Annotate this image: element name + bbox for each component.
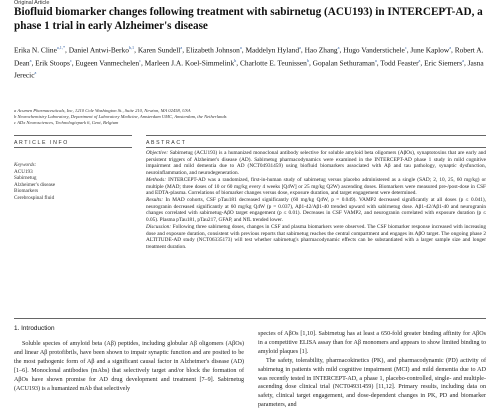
introduction-paragraph: Soluble species of amyloid beta (Aβ) peptides, including globular Aβ oligomers (AβOs) and linear Aβ protofibrils, have been shown to impair synaptic function and are posited to be the most pathogenic form of Aβ and a significant causal factor in Alzheimer's disease (AD) [1–6]. Monoclonal antibodies (mAbs) that selectively target and/or block the formation of AβOs have shown promise for AD drug development and treatment [7–9]. Sabirnetug (ACU193) is a humanized mAb that selectively [14, 341, 244, 392]
article-info-heading: ARTICLE INFO [14, 140, 69, 146]
keywords-heading: Keywords: [14, 162, 37, 168]
author-name: Eugeen Vanmechelen [75, 58, 140, 68]
author-name: Erik Stoops [35, 58, 70, 68]
author-name: June Kaplow [410, 45, 450, 55]
affiliation: b Neurochemistry Laboratory, Department of Laboratory Medicine, Amsterdam UMC, Amsterdam, the Netherlands [14, 113, 227, 119]
keyword: Biomarkers [14, 188, 39, 195]
abstract-heading: ABSTRACT [146, 140, 187, 146]
author-name: Marleen J.A. Koel-Simmelink [144, 58, 235, 68]
author-affiliation-mark: b,1 [128, 45, 135, 50]
introduction-heading: 1. Introduction [14, 325, 55, 332]
author-name: Jasna Jerecic [14, 58, 484, 80]
keywords-list [14, 169, 55, 201]
abstract-objective [146, 150, 486, 177]
author-affiliation-mark: a [418, 57, 421, 63]
abstract-discussion-text: Following three sabirnetug doses, changes in CSF and plasma biomarkers were observed. The CSF biomarker response increased with increasing dose and exposure duration, consistent with previous reports that sabirnetug reaches the central compartment and engages its AβO target. The ongoing phase 2 ALTITUDE-AD study (NCT06335173) will test whether sabirnetug's pharmacodynamic effects can be substantiated with a larger sample size and longer treatment duration. [146, 223, 487, 251]
author-affiliation-mark: a [34, 70, 37, 76]
abstract-methods-label: Methods: [146, 176, 167, 183]
author-affiliation-mark: c [139, 57, 141, 63]
article-title: Biofluid biomarker changes following treatment with sabirnetug (ACU193) in INTERCEPT-AD, a phase 1 trial in early Alzheimer's disease [14, 6, 483, 32]
author-affiliation-mark: a [299, 45, 301, 50]
abstract-results [146, 197, 486, 224]
abstract-methods [146, 177, 486, 197]
author-affiliation-mark: c [69, 57, 72, 63]
author-affiliation-mark: a [449, 45, 452, 50]
author-affiliation-mark: c [404, 45, 407, 50]
affiliation-list [14, 108, 484, 125]
introduction-paragraph: The safety, tolerability, pharmacokinetics (PK), and pharmacodynamic (PD) activity of sabirnetug in patients with mild cognitive impairment (MCI) and mild dementia due to AD was recently tested in INTERCEPT-AD, a phase 1, placebo-controlled, single- and multiple-ascending dose clinical trial (NCT04931459) [11,12]. Primary results, including data on safety, clinical target engagement, and dose-dependent changes in PK, PD and biomarker parameters, and [258, 357, 486, 409]
author-affiliation-mark: b [306, 57, 309, 63]
author-affiliation-mark: a [374, 57, 377, 63]
abstract-discussion-label: Discussion: [146, 223, 172, 230]
abstract-objective-label: Objective: [146, 150, 169, 156]
divider [14, 318, 486, 319]
author-affiliation-mark: a,1,* [56, 45, 66, 50]
keyword: Sabirnetug [14, 175, 37, 182]
author-list: Erika N. Cline$^{a,1,*}$, Daniel Antwi-Berko$^{b,1}$, Karen Sundell$^a$, Elizabeth Johnson$^a$, Maddelyn Hyland$^a$, Hao Zhang$^a$, Hugo Vanderstichele$^c$, June Kaplow$^a$, Robert A. Dean$^a$, Erik Stoops$^c$, Eugeen Vanmechelen$^c$, Marleen J.A. Koel-Simmelink$^b$, Charlotte E. Teunissen$^b$, Gopalan Sethuraman$^a$, Todd Feaster$^a$, Eric Siemers$^a$, Jasna Jerecic$^a$ [14, 45, 484, 80]
author-name: Hao Zhang [304, 45, 338, 55]
keyword: Alzheimer's disease [14, 181, 56, 188]
abstract-results-label: Results: [146, 197, 164, 204]
author-name: Erika N. Cline [14, 45, 57, 55]
divider [14, 147, 132, 148]
author-name: Charlotte E. Teunissen [239, 58, 307, 68]
author-name: Hugo Vanderstichele [343, 45, 405, 55]
affiliation: a Acumen Pharmaceuticals, Inc, 1210 Cole Washington St., Suite 210, Newton, MA 02458, USA [14, 108, 191, 113]
author-name: Daniel Antwi-Berko [68, 45, 129, 55]
author-name: Todd Feaster [380, 58, 419, 68]
keyword: Cerebrospinal fluid [14, 194, 55, 201]
introduction-left-column [14, 340, 244, 393]
author-name: Gopalan Sethuraman [312, 58, 375, 68]
author-affiliation-mark: b [234, 57, 237, 63]
author-name: Eric Siemers [424, 58, 463, 68]
abstract-results-text: In MAD cohorts, CSF pTau181 decreased significantly (60 mg/kg Q4W, p = 0.049). VAMP2 decreased significantly at all doses (p ≤ 0.041), neurogranin decreased significantly at 60 mg/kg Q4W (p = 0.037), Aβ1-42/Aβ1-40 trended upward with sabirnetug dose. Aβ1-42/Aβ1-40 and neurogranin changes correlated with sabirnetug-AβO target engagement (p ≤ 0.01). Decreases in CSF VAMP2, and neurogranin correlated with exposure duration (p ≤ 0.05). Plasma pTau181, pTau217, GFAP, and NfL trended lower. [146, 197, 486, 224]
author-name: Elizabeth Johnson [185, 45, 240, 55]
divider [146, 135, 486, 136]
keyword: ACU193 [14, 169, 33, 175]
author-affiliation-mark: a [239, 45, 242, 50]
author-affiliation-mark: a [29, 57, 32, 63]
author-affiliation-mark: a [180, 45, 183, 50]
abstract-discussion [146, 224, 486, 251]
divider [146, 147, 486, 148]
author-name: Maddelyn Hyland [245, 45, 300, 55]
author-affiliation-mark: a [462, 57, 464, 63]
divider [14, 135, 132, 136]
author-affiliation-mark: a [337, 45, 340, 50]
affiliation: c ADx Neurosciences, Technologiepark 6, Gent, Belgium [14, 119, 119, 125]
author-name: Robert A. Dean [14, 45, 484, 68]
author-name: Karen Sundell [137, 45, 181, 55]
abstract-body [146, 150, 486, 251]
introduction-right-column [258, 330, 486, 410]
section-label: Original Article [14, 0, 50, 6]
abstract-methods-text: INTERCEPT-AD was a randomized, first-in-human study of sabirnetug versus placebo administered as a single (SAD; 2, 10, 25, 60 mg/kg) or multiple (MAD; three doses of 10 or 60 mg/kg every 4 weeks [Q4W] or 25 mg/kg Q2W) ascending doses. Biomarkers were measured pre-/post-dose in CSF and EDTA-plasma. Correlations of biomarker changes versus dose, exposure duration, and target engagement were determined. [146, 176, 486, 197]
abstract-objective-text: Sabirnetug (ACU193) is a humanized monoclonal antibody selective for soluble amyloid beta oligomers (AβOs), synaptotoxins that are early and persistent triggers of Alzheimer's disease (AD). Sabirnetug pharmacodynamics were examined in the INTERCEPT-AD phase 1 study in mild cognitive impairment and mild dementia due to AD (NCT04931459) using biofluid biomarkers associated with Aβ and tau pathology, synaptic dysfunction, neuroinflammation, and neurodegeneration. [146, 150, 487, 177]
introduction-paragraph: species of AβOs [1,10]. Sabirnetug has at least a 650-fold greater binding affinity for AβOs in a competitive ELISA assay than for Aβ monomers and appears to show limited binding to amyloid plaques [1]. [258, 331, 486, 355]
